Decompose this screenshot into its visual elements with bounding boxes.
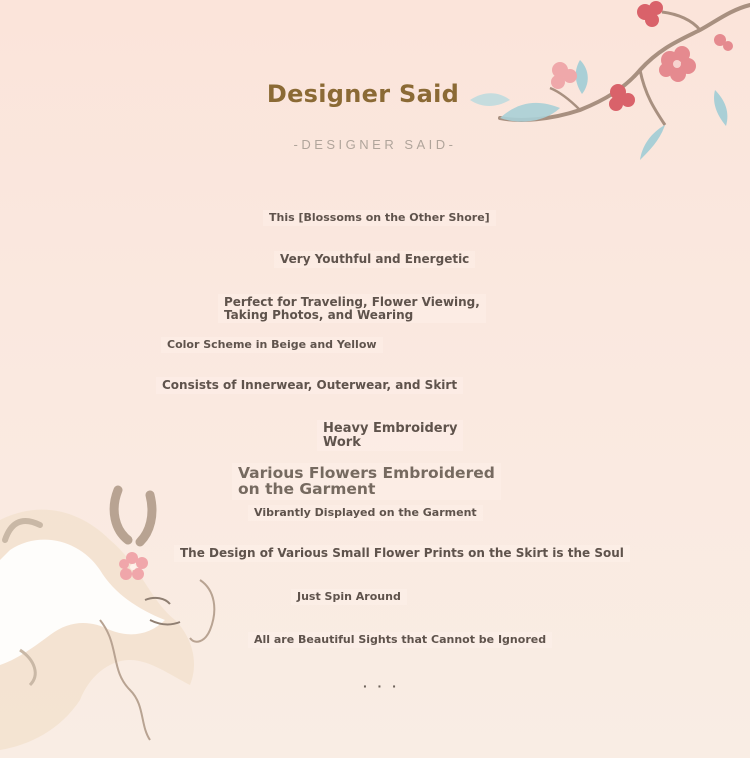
description-line: Heavy Embroidery Work <box>317 420 463 451</box>
description-line: Perfect for Traveling, Flower Viewing, Taking Photos, and Wearing <box>218 294 486 323</box>
description-line: The Design of Various Small Flower Prints on the Skirt is the Soul <box>174 545 630 562</box>
description-line: Vibrantly Displayed on the Garment <box>248 505 483 521</box>
description-line: All are Beautiful Sights that Cannot be Ignored <box>248 632 552 648</box>
page-subtitle: -DESIGNER SAID- <box>293 137 457 152</box>
description-line: This [Blossoms on the Other Shore] <box>263 210 496 226</box>
description-line: Color Scheme in Beige and Yellow <box>161 337 383 353</box>
ellipsis: · · · <box>363 678 400 694</box>
description-line: Just Spin Around <box>291 589 407 605</box>
page-subtitle-wrap <box>0 136 750 154</box>
description-line: Various Flowers Embroidered on the Garment <box>232 463 501 500</box>
page-title-wrap <box>0 80 750 108</box>
description-line: Consists of Innerwear, Outerwear, and Skirt <box>156 377 463 394</box>
dragon-illustration-icon <box>0 470 240 758</box>
page-title: Designer Said <box>266 80 460 108</box>
description-line: Very Youthful and Energetic <box>274 251 475 268</box>
